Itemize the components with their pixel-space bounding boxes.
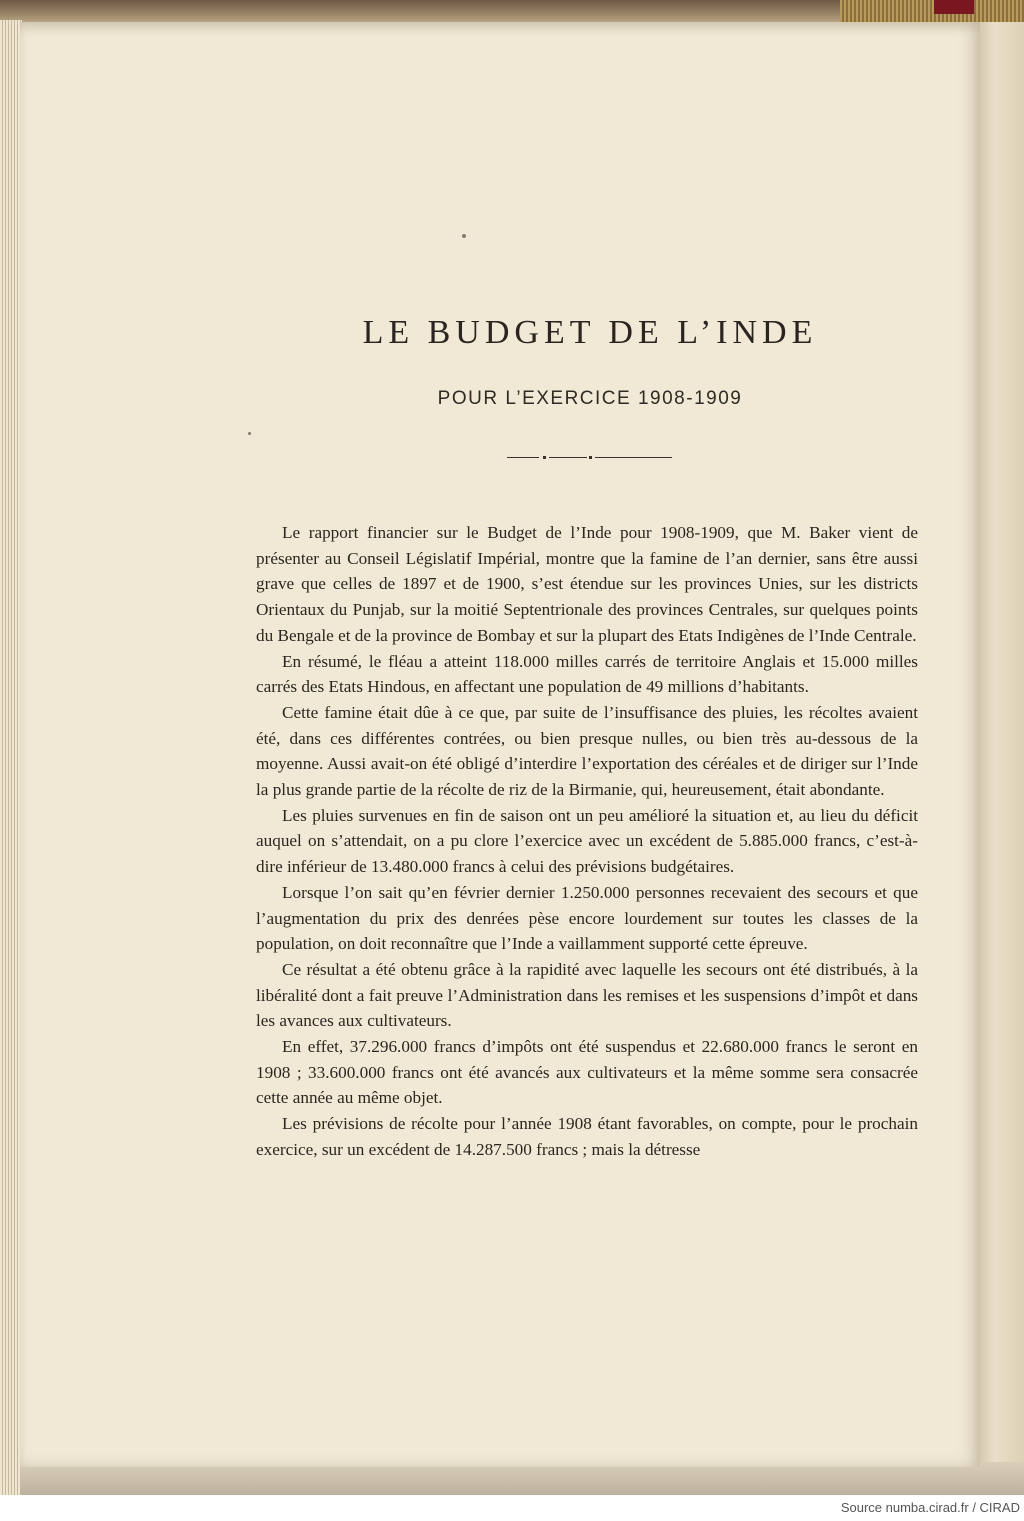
article-body bbox=[256, 520, 918, 1163]
title-separator-rule bbox=[507, 457, 672, 459]
ink-speck bbox=[462, 234, 466, 238]
paragraph: Ce résultat a été obtenu grâce à la rapidité avec laquelle les secours ont été distribués, à la libéralité dont a fait preuve l’Administration dans les remises et les suspensions d’impôt et dans les avances aux cultivateurs. bbox=[256, 959, 918, 1031]
paragraph: Les prévisions de récolte pour l’année 1908 étant favorables, on compte, pour le prochain exercice, sur un excédent de 14.287.500 francs ; mais la détresse bbox=[256, 1114, 918, 1159]
paragraph: En effet, 37.296.000 francs d’impôts ont été suspendus et 22.680.000 francs le seront en 1908 ; 33.600.000 francs ont été avancés aux cultivateurs et la même somme sera consacrée cette année au même objet. bbox=[256, 1037, 918, 1108]
article-subtitle: POUR L’EXERCICE 1908-1909 bbox=[437, 388, 743, 409]
paragraph: Les pluies survenues en fin de saison ont un peu amélioré la situation et, au lieu du déficit auquel on s’attendait, on a pu clore l’exercice avec un excédent de 5.885.000 francs, c’est-à-dire inférieur de 13.480.000 francs à celui des prévisions budgétaires. bbox=[256, 805, 918, 877]
paragraph: Le rapport financier sur le Budget de l’Inde pour 1908-1909, que M. Baker vient de présenter au Conseil Législatif Impérial, montre que la famine de l’an dernier, sans être aussi grave que celles de 1897 et de 1900, s’est étendue sur les provinces Unies, sur les districts Orientaux du Punjab, sur la moitié Septentrionale des provinces Centrales, sur quelques points du Bengale et de la province de Bombay et sur la plupart des Etats Indigènes de l’Inde Centrale. bbox=[256, 523, 918, 645]
paragraph: Lorsque l’on sait qu’en février dernier 1.250.000 personnes recevaient des secours et que l’augmentation du prix des denrées pèse encore lourdement sur toutes les classes de la population, on doit reconnaître que l’Inde a vaillamment supporté cette épreuve. bbox=[256, 882, 918, 954]
paragraph: Cette famine était dûe à ce que, par suite de l’insuffisance des pluies, les récoltes avaient été, dans ces différentes contrées, ou bien presque nulles, ou bien très au-dessous de la moyenne. Aussi avait-on été obligé d’interdire l’exportation des céréales et de diriger sur l’Inde la plus grande partie de la récolte de riz de la Birmanie, qui, heureusement, était abondante. bbox=[256, 702, 918, 800]
facing-page-edge bbox=[975, 22, 1024, 1472]
ink-speck bbox=[248, 432, 251, 435]
bookmark-ribbon bbox=[934, 0, 974, 14]
left-page-edges bbox=[0, 20, 22, 1495]
source-credit: Source numba.cirad.fr / CIRAD bbox=[840, 1500, 1020, 1515]
paragraph: En résumé, le fléau a atteint 118.000 milles carrés de territoire Anglais et 15.000 milles carrés des Etats Hindous, en affectant une population de 49 millions d’habitants. bbox=[256, 651, 918, 697]
article-title: LE BUDGET DE L’INDE bbox=[362, 314, 818, 351]
